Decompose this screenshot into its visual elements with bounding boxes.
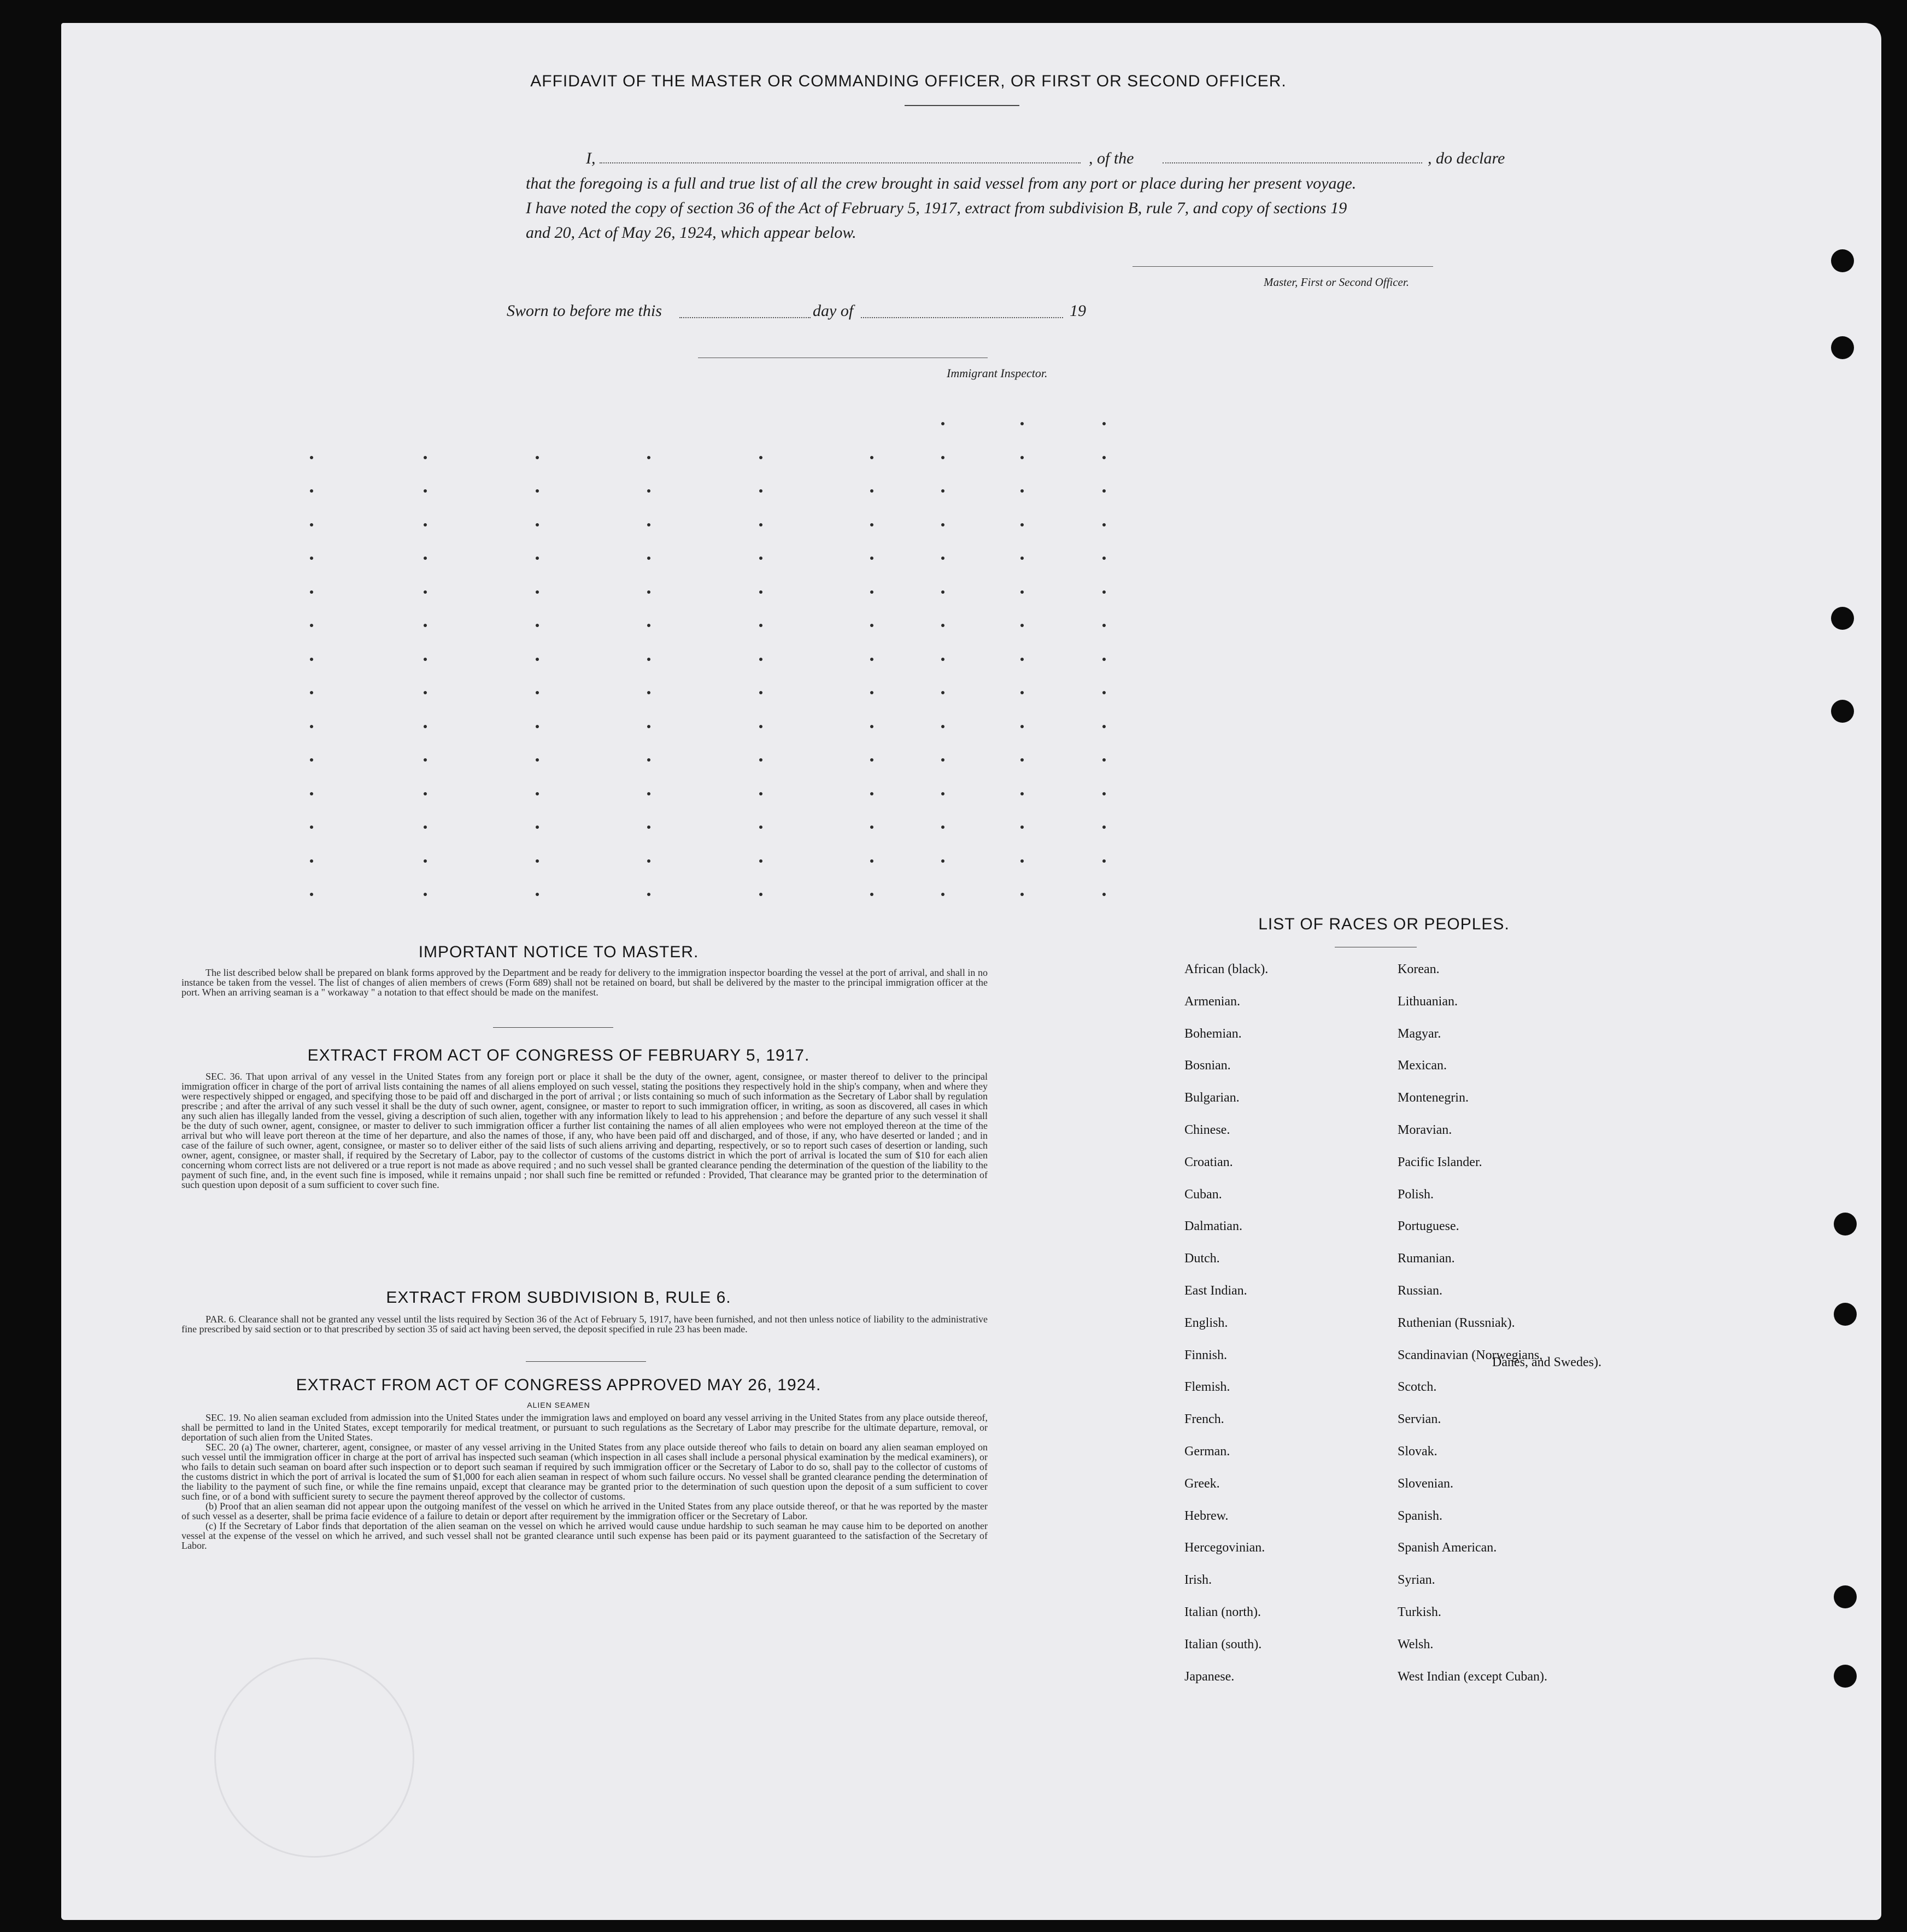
dot-mark — [536, 893, 539, 896]
dot-mark — [870, 456, 873, 459]
race-item: English. — [1184, 1315, 1228, 1330]
dot-mark — [759, 456, 762, 459]
dot-mark — [424, 859, 427, 863]
dot-mark — [870, 691, 873, 694]
dot-mark — [759, 893, 762, 896]
race-item: Dalmatian. — [1184, 1219, 1242, 1234]
notice-title: IMPORTANT NOTICE TO MASTER. — [418, 943, 699, 961]
dot-mark — [424, 725, 427, 728]
dot-mark — [1020, 691, 1024, 694]
dot-mark — [1020, 557, 1024, 560]
race-item: Lithuanian. — [1398, 994, 1458, 1009]
dot-mark — [424, 590, 427, 594]
punch-hole — [1834, 1303, 1857, 1326]
dot-mark — [870, 826, 873, 829]
dot-mark — [424, 792, 427, 795]
notice-text — [181, 968, 988, 997]
sec-19-paragraph: SEC. 19. No alien seaman excluded from admission into the United States under the immigration laws and employed on board any vessel arriving in the United States from any place outside thereof, shall be permitted to land in the United States, except temporarily for medical treatment, or pursuant to such regulations as the Secretary of Labor may prescribe for the ultimate departure, removal, or deportation of such alien from the United States. — [181, 1412, 988, 1443]
dot-mark — [870, 725, 873, 728]
notice-paragraph: The list described below shall be prepared on blank forms approved by the Department and be ready for delivery to the immigration inspector boarding the vessel at the port of arrival, and shall in no instance be taken from the vessel. The list of changes of alien members of crews (Form 689) shall not be retained on board, but shall be delivered by the master to the principal immigration officer at the port. When an arriving seaman is a " workaway " a notation to that effect should be made on the manifest. — [181, 967, 988, 998]
race-item: Welsh. — [1398, 1637, 1434, 1652]
dot-mark — [870, 893, 873, 896]
dot-mark — [870, 758, 873, 762]
dot-mark — [759, 658, 762, 661]
dot-mark — [1102, 658, 1106, 661]
dot-mark — [1020, 456, 1024, 459]
race-item: Slovak. — [1398, 1444, 1437, 1459]
race-item: German. — [1184, 1444, 1230, 1459]
dot-mark — [941, 523, 944, 526]
dot-mark — [870, 859, 873, 863]
dot-mark — [1020, 826, 1024, 829]
dot-mark — [870, 590, 873, 594]
race-item: Magyar. — [1398, 1026, 1441, 1041]
sec-20c-paragraph: (c) If the Secretary of Labor finds that deportation of the alien seaman on the vessel on which he arrived would cause undue hardship to such seaman he may cause him to be deported on another vessel at the expense of the vessel on which he arrived, and such vessel shall not be granted clearance until such expense has been paid or its payment guaranteed to the satisfaction of the Secretary of Labor. — [181, 1520, 988, 1551]
race-item: Rumanian. — [1398, 1251, 1455, 1266]
race-item: Flemish. — [1184, 1380, 1230, 1395]
dot-mark — [647, 489, 650, 493]
dot-mark — [536, 489, 539, 493]
race-item: Japanese. — [1184, 1669, 1235, 1684]
race-item: Moravian. — [1398, 1123, 1452, 1137]
dot-mark — [941, 893, 944, 896]
dot-mark — [310, 523, 313, 526]
race-item: Syrian. — [1398, 1573, 1435, 1588]
dot-mark — [424, 826, 427, 829]
dot-mark — [1102, 624, 1106, 627]
dot-mark — [870, 557, 873, 560]
race-scandinavian-cont: Danes, and Swedes). — [1492, 1355, 1601, 1369]
notice-rule — [493, 1027, 613, 1028]
dot-mark — [1102, 422, 1106, 425]
dot-mark — [310, 859, 313, 863]
dot-mark — [1020, 489, 1024, 493]
affidavit-declare: , do declare — [1428, 149, 1505, 167]
extract-1924-title: EXTRACT FROM ACT OF CONGRESS APPROVED MAY 26, 1924. — [296, 1376, 822, 1394]
race-item: Servian. — [1398, 1412, 1441, 1427]
alien-seamen-subtitle: ALIEN SEAMEN — [527, 1401, 590, 1409]
dot-mark — [647, 624, 650, 627]
sec-20b-paragraph: (b) Proof that an alien seaman did not appear upon the outgoing manifest of the vessel on which he arrived in the United States from any place outside thereof, or that he was reported by the master of such vessel as a deserter, shall be prima facie evidence of a failure to detain or deport after requirement by the immigration officer or the Secretary of Labor. — [181, 1501, 988, 1521]
dot-mark — [647, 691, 650, 694]
dot-mark — [1020, 523, 1024, 526]
dot-mark — [424, 557, 427, 560]
sec-20a-paragraph: SEC. 20 (a) The owner, charterer, agent, consignee, or master of any vessel arriving in the United States from any place outside thereof who fails to detain on board any alien seaman employed on such vessel until the immigration officer in charge at the port of arrival has inspected such seaman (which inspection in all cases shall include a personal physical examination by the medical examiners), or who fails to detain such seaman on board after such inspection or to deport such seaman if required by such immigration officer or the Secretary of Labor to do so, shall pay to the collector of customs of the customs district in which the port of arrival is located the sum of $1,000 for each alien seaman in respect of whom such failure occurs. No vessel shall be granted clearance pending the determination of the liability to the payment of such fine, or while the fine remains unpaid, except that clearance may be granted prior to the determination of such question upon the deposit of a sum sufficient to cover such fine, or of a bond with sufficient surety to secure the payment thereof approved by the collector of customs. — [181, 1442, 988, 1502]
par-6-paragraph: PAR. 6. Clearance shall not be granted any vessel until the lists required by Section 36 of the Act of February 5, 1917, have been furnished, and not then unless notice of liability to the administrative fine prescribed by said section or to that prescribed by section 35 of said act having been served, the deposit specified in rule 23 has been made. — [181, 1314, 988, 1334]
dot-mark — [870, 658, 873, 661]
extract-1917-text — [181, 1072, 988, 1190]
race-item: Irish. — [1184, 1573, 1212, 1588]
dot-mark — [759, 489, 762, 493]
dot-mark — [1020, 758, 1024, 762]
dot-mark — [424, 489, 427, 493]
dot-mark — [536, 758, 539, 762]
dot-mark — [310, 658, 313, 661]
dot-mark — [647, 725, 650, 728]
race-item: Scotch. — [1398, 1380, 1437, 1395]
dot-mark — [424, 624, 427, 627]
dot-mark — [310, 590, 313, 594]
race-item: Armenian. — [1184, 994, 1240, 1009]
dot-mark — [536, 456, 539, 459]
punch-hole — [1834, 1585, 1857, 1608]
race-item: Bohemian. — [1184, 1026, 1242, 1041]
dot-mark — [1020, 792, 1024, 795]
punch-hole — [1831, 336, 1854, 359]
dot-mark — [1020, 725, 1024, 728]
dot-mark — [424, 758, 427, 762]
dot-mark — [536, 624, 539, 627]
dot-mark — [941, 792, 944, 795]
race-item: Greek. — [1184, 1476, 1220, 1491]
signature-line[interactable] — [1133, 266, 1433, 267]
dot-mark — [647, 590, 650, 594]
punch-hole — [1831, 249, 1854, 272]
dot-mark — [310, 725, 313, 728]
day-blank[interactable] — [679, 307, 811, 318]
dot-mark — [870, 624, 873, 627]
dot-mark — [424, 658, 427, 661]
dot-mark — [759, 557, 762, 560]
dot-mark — [1102, 557, 1106, 560]
dot-mark — [1102, 691, 1106, 694]
race-item: Scandinavian (Norwegians, — [1398, 1348, 1543, 1362]
dot-mark — [647, 557, 650, 560]
embossed-seal — [214, 1658, 414, 1858]
race-item: Cuban. — [1184, 1187, 1222, 1202]
subdivision-title: EXTRACT FROM SUBDIVISION B, RULE 6. — [386, 1289, 731, 1307]
dot-mark — [424, 523, 427, 526]
dot-mark — [536, 725, 539, 728]
race-item: Italian (north). — [1184, 1605, 1261, 1619]
dot-mark — [870, 523, 873, 526]
extract-1917-title: EXTRACT FROM ACT OF CONGRESS OF FEBRUARY 5, 1917. — [307, 1046, 810, 1064]
race-item: Ruthenian (Russniak). — [1398, 1315, 1515, 1330]
race-item: Spanish American. — [1398, 1541, 1497, 1555]
dot-mark — [759, 523, 762, 526]
dot-mark — [424, 456, 427, 459]
race-item: Portuguese. — [1398, 1219, 1459, 1234]
race-item: Croatian. — [1184, 1155, 1233, 1169]
dot-mark — [941, 859, 944, 863]
race-item: West Indian (except Cuban). — [1398, 1669, 1547, 1684]
race-item: East Indian. — [1184, 1284, 1247, 1298]
race-item: Pacific Islander. — [1398, 1155, 1482, 1169]
dot-mark — [759, 624, 762, 627]
dot-mark — [941, 557, 944, 560]
dot-mark — [536, 792, 539, 795]
dot-mark — [1102, 826, 1106, 829]
race-item: Dutch. — [1184, 1251, 1220, 1266]
subdivision-text — [181, 1314, 988, 1334]
dot-mark — [759, 725, 762, 728]
affidavit-line-3: I have noted the copy of section 36 of the Act of February 5, 1917, extract from subdivision B, rule 7, and copy of sections 19 — [526, 199, 1347, 217]
dot-mark — [1102, 523, 1106, 526]
dot-mark — [536, 523, 539, 526]
punch-hole — [1831, 607, 1854, 630]
dot-mark — [941, 691, 944, 694]
dot-mark — [1020, 422, 1024, 425]
affidavit-i: I, — [586, 149, 596, 167]
sec-36-paragraph: SEC. 36. That upon arrival of any vessel in the United States from any foreign port or place it shall be the duty of the owner, agent, consignee, or master thereof to deliver to the principal immigration officer in charge of the port of arrival lists containing the names of all aliens employed on such vessel, stating the positions they respectively hold in the ship's company, when and where they were respectively shipped or engaged, and specifying those to be paid off and discharged in the port of arrival ; or lists containing so much of such information as the Secretary of Labor shall by regulation prescribe ; and after the arrival of any such vessel it shall be the duty of such owner, agent, consignee, or master to report to such immigration officer, in writing, as soon as discovered, all cases in which any such alien has illegally landed from the vessel, giving a description of such alien, together with any information likely to lead to his apprehension ; and before the departure of any such vessel it shall be the duty of such owner, agent, consignee, or master to deliver to such immigration officer a further list containing the names of all alien employees who were not employed thereon at the time of the arrival but who will leave port thereon at the time of her departure, and also the names of those, if any, who have been paid off and discharged, and of those, if any, who have deserted or landed ; and in case of the failure of such owner, agent, consignee, or master so to deliver either of the said lists of such aliens arriving and departing, respectively, or so to report such cases of desertion or landing, such owner, agent, consignee, or master shall, if required by the Secretary of Labor, pay to the collector of customs of the customs district in which the port of arrival is located the sum of $10 for each alien concerning whom correct lists are not delivered or a true report is not made as above required ; and no such vessel shall be granted clearance pending the determination of the question of the liability to the payment of such fine, and, in the event such fine is imposed, while it remains unpaid ; nor shall such fine be remitted or refunded : Provided, That clearance may be granted prior to the determination of such question upon deposit of a sum sufficient to cover such fine. — [181, 1071, 988, 1190]
dot-mark — [647, 658, 650, 661]
dot-mark — [1020, 590, 1024, 594]
dot-mark — [647, 859, 650, 863]
dot-mark — [870, 489, 873, 493]
affidavit-line-2: that the foregoing is a full and true list of all the crew brought in said vessel from any port or place during her present voyage. — [526, 174, 1357, 192]
dot-mark — [759, 859, 762, 863]
dot-mark — [536, 658, 539, 661]
dot-mark — [941, 422, 944, 425]
sworn-line — [507, 302, 1217, 326]
day-of: day of — [813, 302, 854, 320]
dot-mark — [1020, 893, 1024, 896]
dot-mark — [310, 557, 313, 560]
affidavit-line-4: and 20, Act of May 26, 1924, which appear below. — [526, 224, 856, 242]
dot-mark — [941, 725, 944, 728]
dot-mark — [424, 893, 427, 896]
race-item: Bulgarian. — [1184, 1091, 1240, 1105]
year-prefix: 19 — [1070, 302, 1086, 320]
dot-mark — [941, 658, 944, 661]
dot-mark — [310, 792, 313, 795]
document-page — [61, 23, 1881, 1920]
race-item: Italian (south). — [1184, 1637, 1262, 1652]
dot-mark — [941, 624, 944, 627]
extract-1924-text — [181, 1413, 988, 1550]
dot-mark — [941, 456, 944, 459]
race-item: Slovenian. — [1398, 1476, 1453, 1491]
dot-mark — [647, 893, 650, 896]
dot-mark — [536, 557, 539, 560]
dot-mark — [1102, 893, 1106, 896]
month-blank[interactable] — [861, 307, 1063, 318]
dot-mark — [759, 826, 762, 829]
dot-mark — [310, 826, 313, 829]
dot-mark — [536, 691, 539, 694]
dot-mark — [941, 590, 944, 594]
dot-mark — [536, 826, 539, 829]
affidavit-body — [526, 146, 1532, 245]
dot-mark — [647, 826, 650, 829]
dot-mark — [1102, 590, 1106, 594]
dot-mark — [536, 859, 539, 863]
inspector-label: Immigrant Inspector. — [947, 366, 1048, 380]
dot-mark — [536, 590, 539, 594]
dot-mark — [941, 758, 944, 762]
dot-mark — [1102, 792, 1106, 795]
race-item: Korean. — [1398, 962, 1440, 976]
dot-mark — [870, 792, 873, 795]
dot-mark — [310, 893, 313, 896]
dot-mark — [941, 489, 944, 493]
dot-mark — [310, 624, 313, 627]
dot-mark — [424, 691, 427, 694]
dot-mark — [1102, 725, 1106, 728]
signature-label: Master, First or Second Officer. — [1264, 276, 1409, 289]
races-title: LIST OF RACES OR PEOPLES. — [1258, 915, 1510, 933]
dot-mark — [1102, 859, 1106, 863]
race-item: Mexican. — [1398, 1058, 1447, 1073]
dot-mark — [310, 691, 313, 694]
subdivision-rule — [526, 1361, 646, 1362]
dot-mark — [1102, 489, 1106, 493]
dot-mark — [310, 758, 313, 762]
dot-mark — [759, 758, 762, 762]
title-rule — [905, 105, 1019, 106]
dot-mark — [647, 523, 650, 526]
crew-list-dot-grid — [61, 23, 62, 24]
vessel-blank[interactable] — [1163, 153, 1422, 163]
dot-mark — [1102, 456, 1106, 459]
sworn-text: Sworn to before me this — [507, 302, 662, 320]
race-item: Hebrew. — [1184, 1508, 1229, 1523]
punch-hole — [1831, 700, 1854, 723]
dot-mark — [1020, 859, 1024, 863]
punch-hole — [1834, 1665, 1857, 1688]
race-item: Russian. — [1398, 1284, 1443, 1298]
race-item: Polish. — [1398, 1187, 1434, 1202]
dot-mark — [647, 758, 650, 762]
race-item: African (black). — [1184, 962, 1269, 976]
dot-mark — [759, 590, 762, 594]
race-item: Spanish. — [1398, 1508, 1443, 1523]
race-item: Montenegrin. — [1398, 1091, 1469, 1105]
dot-mark — [310, 456, 313, 459]
punch-hole — [1834, 1213, 1857, 1236]
dot-mark — [759, 792, 762, 795]
dot-mark — [647, 792, 650, 795]
dot-mark — [647, 456, 650, 459]
dot-mark — [759, 691, 762, 694]
race-item: Bosnian. — [1184, 1058, 1231, 1073]
dot-mark — [1020, 658, 1024, 661]
race-item: Hercegovinian. — [1184, 1541, 1265, 1555]
race-item: Chinese. — [1184, 1123, 1230, 1137]
dot-mark — [310, 489, 313, 493]
affidavit-title: AFFIDAVIT OF THE MASTER OR COMMANDING OFFICER, OR FIRST OR SECOND OFFICER. — [530, 72, 1287, 90]
dot-mark — [1020, 624, 1024, 627]
dot-mark — [1102, 758, 1106, 762]
dot-mark — [941, 826, 944, 829]
name-blank[interactable] — [600, 153, 1081, 163]
race-item: Turkish. — [1398, 1605, 1441, 1619]
affidavit-of-the: , of the — [1089, 149, 1134, 167]
race-item: Finnish. — [1184, 1348, 1228, 1362]
race-item: French. — [1184, 1412, 1224, 1427]
